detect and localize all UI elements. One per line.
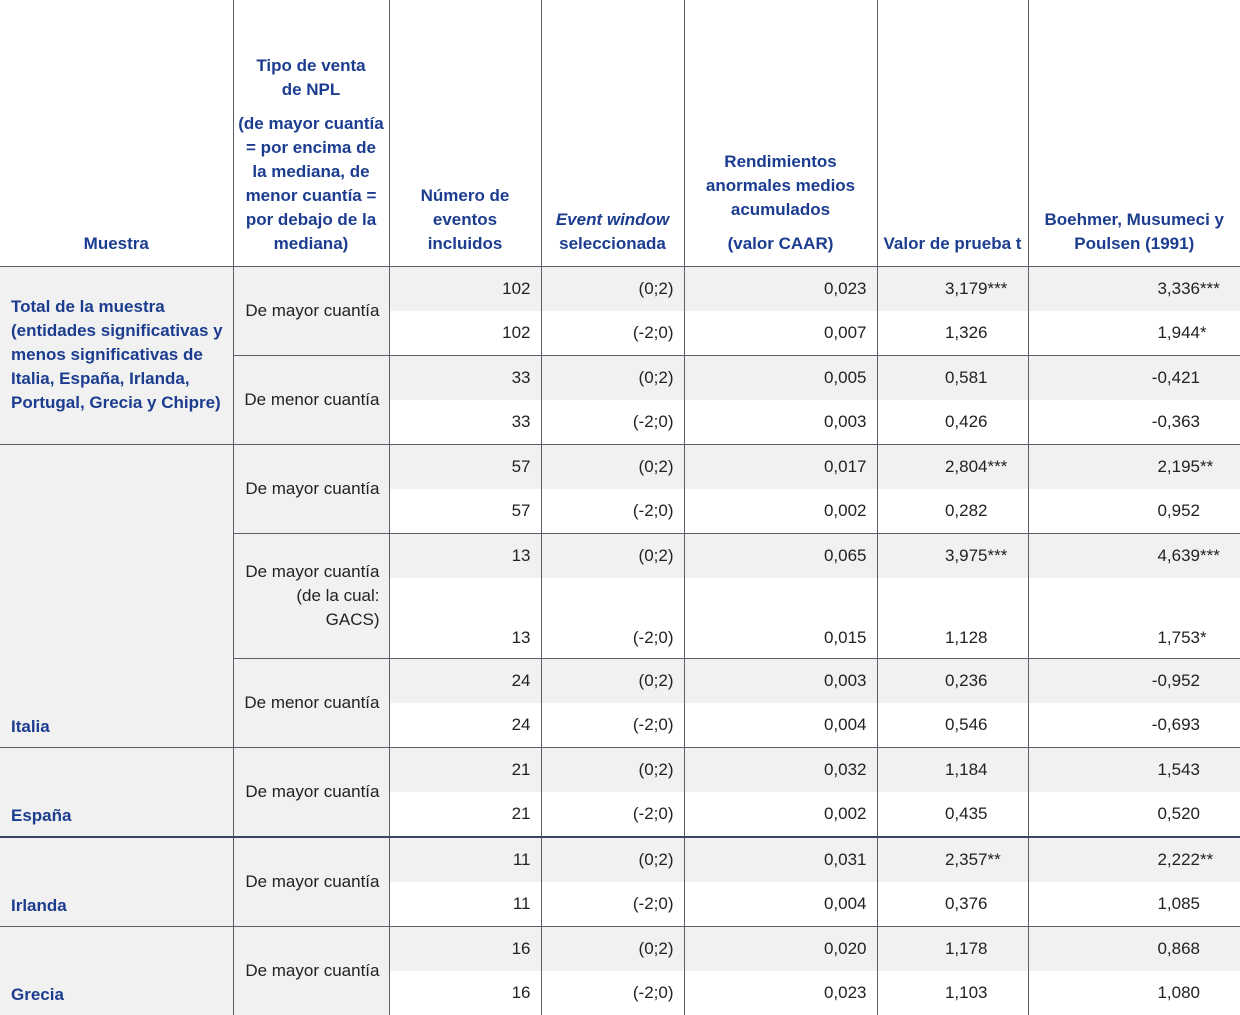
cell-num-eventos <box>389 489 541 534</box>
cell-valor-t <box>877 658 1028 703</box>
cell-value: 1,128 <box>944 627 988 647</box>
cell-value: 1,326 <box>944 322 988 342</box>
cell-boehmer <box>1028 355 1240 400</box>
cell-boehmer <box>1028 882 1240 927</box>
cell-num-eventos <box>389 926 541 971</box>
cell-event-window <box>541 882 684 927</box>
header-caar: Rendimientos anormales medios acumulados (valor CAAR) <box>684 0 877 266</box>
cell-num-eventos <box>389 658 541 703</box>
cell-value: (0;2) <box>638 670 674 690</box>
cell-event-window <box>541 658 684 703</box>
sample-label-italia: Italia <box>0 444 233 747</box>
cell-value: 1,085 <box>1157 893 1200 913</box>
cell-value: 0,004 <box>823 893 867 913</box>
sample-label-total: Total de la muestra (entidades significativas y menos significativas de Italia, España, Irlanda, Portugal, Grecia y Chipre) <box>0 266 233 444</box>
cell-boehmer <box>1028 971 1240 1015</box>
cell-value: 2,222 <box>1157 849 1200 869</box>
significance-stars: * <box>1200 322 1207 342</box>
sample-label-grecia: Grecia <box>0 926 233 1015</box>
cell-value: 21 <box>511 759 531 779</box>
cell-event-window <box>541 266 684 311</box>
significance-stars: *** <box>987 545 1008 565</box>
cell-value: 1,184 <box>944 759 988 779</box>
cell-value: 57 <box>511 456 531 476</box>
cell-event-window <box>541 837 684 882</box>
sale-type-label: De mayor cuantía <box>233 266 389 355</box>
cell-caar <box>684 355 877 400</box>
cell-value: 0,007 <box>823 322 867 342</box>
cell-value: 3,975 <box>944 545 988 565</box>
cell-caar <box>684 926 877 971</box>
cell-num-eventos <box>389 837 541 882</box>
significance-stars: *** <box>1200 545 1220 565</box>
cell-value: 0,002 <box>823 803 867 823</box>
cell-event-window <box>541 792 684 837</box>
cell-boehmer <box>1028 400 1240 445</box>
cell-valor-t <box>877 489 1028 534</box>
cell-value: 0,005 <box>823 367 867 387</box>
cell-value: 1,178 <box>944 938 988 958</box>
cell-value: (-2;0) <box>632 322 674 342</box>
cell-value: 0,015 <box>823 627 867 647</box>
cell-value: 24 <box>511 670 531 690</box>
cell-valor-t <box>877 533 1028 578</box>
cell-valor-t <box>877 882 1028 927</box>
cell-boehmer <box>1028 489 1240 534</box>
cell-value: 1,753 <box>1157 627 1200 647</box>
cell-value: 1,944 <box>1157 322 1200 342</box>
sale-type-label-gacs: De mayor cuantía (de la cual: GACS) <box>233 533 389 658</box>
cell-num-eventos <box>389 266 541 311</box>
significance-stars: *** <box>987 278 1008 298</box>
cell-value: 4,639 <box>1157 545 1200 565</box>
cell-event-window <box>541 355 684 400</box>
cell-caar <box>684 971 877 1015</box>
cell-value: 0,236 <box>944 670 988 690</box>
header-valor-t: Valor de prueba t <box>877 0 1028 266</box>
cell-caar <box>684 533 877 578</box>
cell-value: (-2;0) <box>632 411 674 431</box>
sale-type-label: De mayor cuantía <box>233 747 389 837</box>
cell-value: 0,003 <box>823 670 867 690</box>
cell-caar <box>684 703 877 748</box>
cell-value: (0;2) <box>638 278 674 298</box>
cell-valor-t <box>877 578 1028 659</box>
cell-valor-t <box>877 311 1028 356</box>
cell-value: 0,376 <box>944 893 988 913</box>
cell-valor-t <box>877 400 1028 445</box>
cell-caar <box>684 882 877 927</box>
cell-value: 2,195 <box>1157 456 1200 476</box>
cell-value: 2,357 <box>944 849 988 869</box>
significance-stars: ** <box>1200 849 1214 869</box>
cell-value: 16 <box>511 938 531 958</box>
table-row <box>0 747 1240 792</box>
cell-boehmer <box>1028 533 1240 578</box>
cell-caar <box>684 792 877 837</box>
cell-caar <box>684 747 877 792</box>
cell-num-eventos <box>389 578 541 659</box>
cell-value: 2,804 <box>944 456 988 476</box>
cell-value: 0,435 <box>944 803 988 823</box>
cell-num-eventos <box>389 444 541 489</box>
cell-caar <box>684 837 877 882</box>
cell-num-eventos <box>389 703 541 748</box>
cell-num-eventos <box>389 533 541 578</box>
cell-boehmer <box>1028 703 1240 748</box>
header-event-window: Event window seleccionada <box>541 0 684 266</box>
cell-caar <box>684 658 877 703</box>
cell-event-window <box>541 489 684 534</box>
cell-value: -0,421 <box>1151 367 1200 387</box>
cell-value: 0,520 <box>1157 803 1200 823</box>
sample-label-irlanda: Irlanda <box>0 837 233 927</box>
cell-value: (0;2) <box>638 938 674 958</box>
cell-value: 0,003 <box>823 411 867 431</box>
significance-stars: ** <box>987 849 1001 869</box>
significance-stars: *** <box>1200 278 1220 298</box>
cell-value: (-2;0) <box>632 803 674 823</box>
cell-value: 16 <box>511 982 531 1002</box>
cell-value: 0,004 <box>823 714 867 734</box>
cell-event-window <box>541 400 684 445</box>
header-numero-eventos: Número de eventos incluidos <box>389 0 541 266</box>
cell-value: 0,020 <box>823 938 867 958</box>
cell-event-window <box>541 578 684 659</box>
header-boehmer: Boehmer, Musumeci y Poulsen (1991) <box>1028 0 1240 266</box>
cell-event-window <box>541 747 684 792</box>
cell-value: 102 <box>502 278 531 298</box>
cell-value: 0,546 <box>944 714 988 734</box>
cell-num-eventos <box>389 792 541 837</box>
sale-type-label: De mayor cuantía <box>233 444 389 533</box>
cell-caar <box>684 489 877 534</box>
cell-value: 0,581 <box>944 367 988 387</box>
cell-event-window <box>541 533 684 578</box>
cell-value: 0,868 <box>1157 938 1200 958</box>
cell-value: (0;2) <box>638 456 674 476</box>
cell-caar <box>684 578 877 659</box>
table-row <box>0 926 1240 971</box>
cell-valor-t <box>877 971 1028 1015</box>
header-muestra: Muestra <box>0 0 233 266</box>
cell-value: -0,952 <box>1151 670 1200 690</box>
cell-valor-t <box>877 703 1028 748</box>
cell-value: 3,179 <box>944 278 988 298</box>
cell-value: 0,282 <box>944 500 988 520</box>
cell-valor-t <box>877 444 1028 489</box>
cell-boehmer <box>1028 311 1240 356</box>
cell-boehmer <box>1028 792 1240 837</box>
cell-caar <box>684 311 877 356</box>
table-row <box>0 837 1240 882</box>
cell-value: 0,002 <box>823 500 867 520</box>
cell-event-window <box>541 311 684 356</box>
cell-boehmer <box>1028 837 1240 882</box>
cell-boehmer <box>1028 578 1240 659</box>
significance-stars: *** <box>987 456 1008 476</box>
cell-caar <box>684 444 877 489</box>
cell-boehmer <box>1028 658 1240 703</box>
cell-caar <box>684 400 877 445</box>
cell-value: 0,023 <box>823 982 867 1002</box>
cell-value: 0,065 <box>823 545 867 565</box>
cell-value: (0;2) <box>638 545 674 565</box>
cell-num-eventos <box>389 971 541 1015</box>
cell-valor-t <box>877 355 1028 400</box>
cell-value: -0,363 <box>1151 411 1200 431</box>
cell-valor-t <box>877 926 1028 971</box>
cell-value: 0,032 <box>823 759 867 779</box>
cell-value: 1,543 <box>1157 759 1200 779</box>
cell-valor-t <box>877 837 1028 882</box>
cell-value: 0,426 <box>944 411 988 431</box>
significance-stars: ** <box>1200 456 1214 476</box>
cell-value: (-2;0) <box>632 714 674 734</box>
cell-valor-t <box>877 792 1028 837</box>
cell-event-window <box>541 703 684 748</box>
cell-value: 0,023 <box>823 278 867 298</box>
cell-value: (-2;0) <box>632 982 674 1002</box>
cell-value: 24 <box>511 714 531 734</box>
cell-value: 1,080 <box>1157 982 1200 1002</box>
cell-value: 0,031 <box>823 849 867 869</box>
cell-boehmer <box>1028 266 1240 311</box>
cell-value: 102 <box>502 322 531 342</box>
cell-num-eventos <box>389 747 541 792</box>
cell-value: (0;2) <box>638 759 674 779</box>
cell-value: 13 <box>511 627 531 647</box>
cell-event-window <box>541 926 684 971</box>
cell-event-window <box>541 971 684 1015</box>
cell-value: 33 <box>511 411 531 431</box>
cell-value: 21 <box>511 803 531 823</box>
cell-value: 57 <box>511 500 531 520</box>
sample-label-espana: España <box>0 747 233 837</box>
cell-valor-t <box>877 747 1028 792</box>
cell-value: (-2;0) <box>632 627 674 647</box>
significance-stars: * <box>1200 627 1207 647</box>
cell-value: 3,336 <box>1157 278 1200 298</box>
cell-value: -0,693 <box>1151 714 1200 734</box>
cell-event-window <box>541 444 684 489</box>
cell-value: 33 <box>511 367 531 387</box>
sale-type-label: De menor cuantía <box>233 658 389 747</box>
cell-value: (0;2) <box>638 367 674 387</box>
cell-value: (-2;0) <box>632 500 674 520</box>
cell-boehmer <box>1028 444 1240 489</box>
cell-num-eventos <box>389 311 541 356</box>
cell-value: 0,017 <box>823 456 867 476</box>
header-tipo-venta: Tipo de venta de NPL (de mayor cuantía = por encima de la mediana, de menor cuantía = por debajo de la mediana) <box>233 0 389 266</box>
cell-boehmer <box>1028 926 1240 971</box>
cell-num-eventos <box>389 355 541 400</box>
cell-value: 11 <box>512 849 531 869</box>
cell-num-eventos <box>389 400 541 445</box>
cell-valor-t <box>877 266 1028 311</box>
cell-value: 0,952 <box>1157 500 1200 520</box>
table-row <box>0 266 1240 311</box>
cell-num-eventos <box>389 882 541 927</box>
cell-caar <box>684 266 877 311</box>
sale-type-label: De mayor cuantía <box>233 837 389 927</box>
sale-type-label: De menor cuantía <box>233 355 389 444</box>
table-row <box>0 444 1240 489</box>
sale-type-label: De mayor cuantía <box>233 926 389 1015</box>
cell-boehmer <box>1028 747 1240 792</box>
cell-value: 13 <box>511 545 531 565</box>
header-row <box>0 0 1240 266</box>
cell-value: (0;2) <box>638 849 674 869</box>
cell-value: 11 <box>512 893 531 913</box>
cell-value: (-2;0) <box>632 893 674 913</box>
cell-value: 1,103 <box>944 982 988 1002</box>
